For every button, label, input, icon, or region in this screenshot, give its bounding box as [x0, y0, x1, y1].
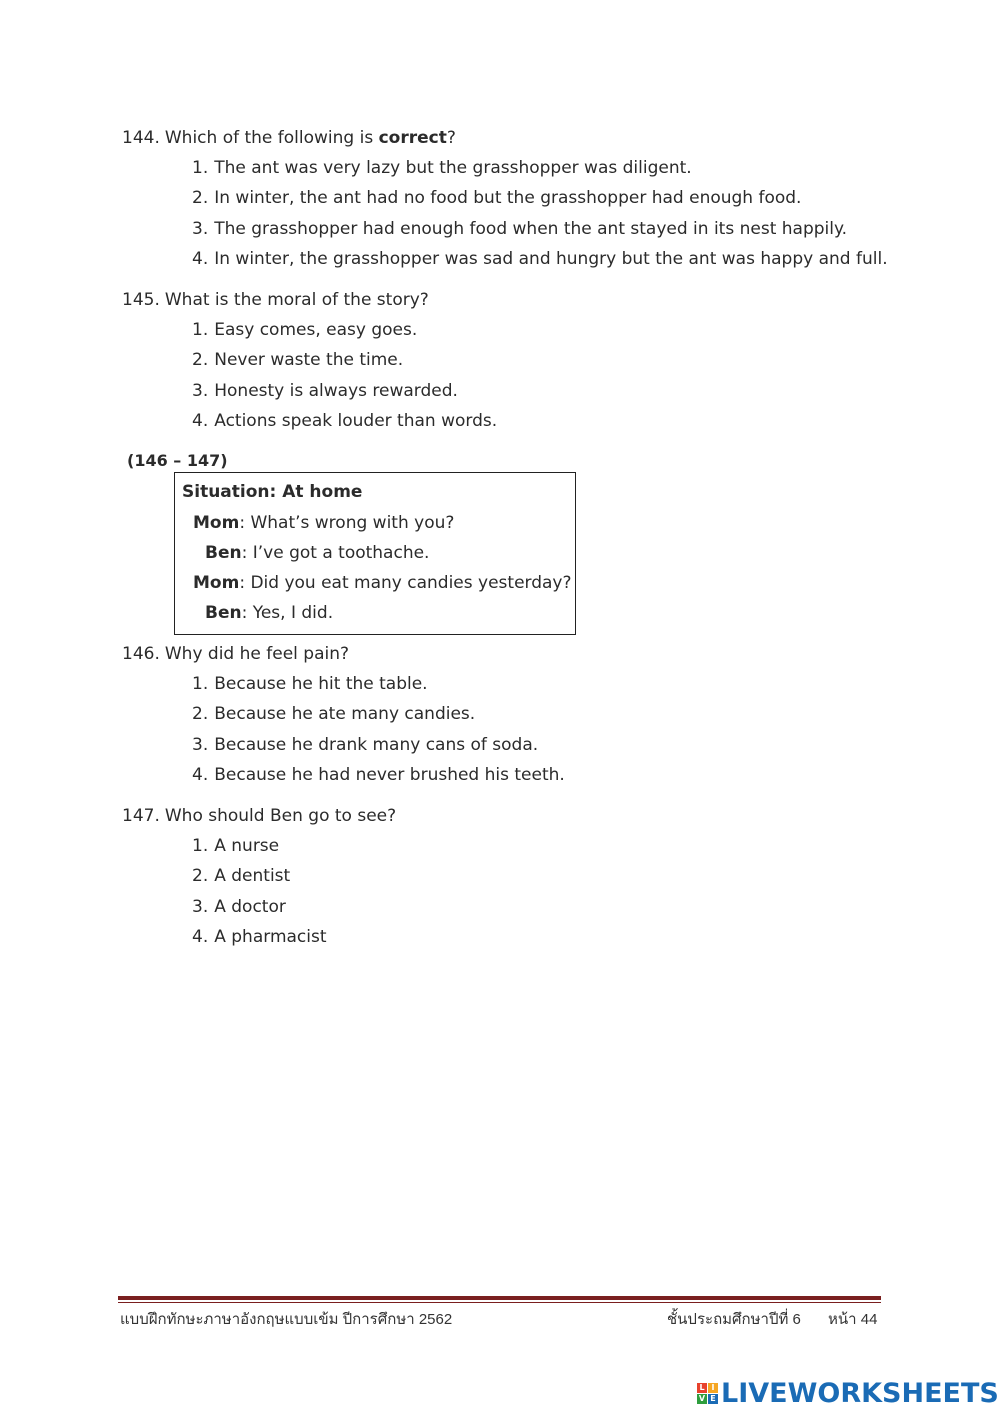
question-number: 147.: [122, 806, 160, 826]
option[interactable]: [192, 896, 327, 926]
option-text: Because he had never brushed his teeth.: [214, 764, 565, 785]
option[interactable]: [192, 349, 497, 379]
option[interactable]: [192, 380, 497, 410]
option-text: Because he ate many candies.: [214, 704, 476, 725]
option-number: 3.: [192, 380, 209, 401]
speech: : What’s wrong with you?: [239, 513, 455, 533]
dialogue-line: [205, 542, 429, 564]
speech: : Did you eat many candies yesterday?: [239, 573, 572, 593]
question-145: [122, 289, 429, 311]
options-145: [192, 319, 497, 440]
dialogue-line: [205, 602, 333, 624]
logo-letter: E: [708, 1394, 718, 1404]
option-number: 4.: [192, 926, 209, 947]
option-number: 2.: [192, 866, 209, 887]
option[interactable]: [192, 703, 565, 733]
question-emphasis: correct: [378, 128, 447, 148]
option-text: The ant was very lazy but the grasshopper was diligent.: [214, 158, 692, 178]
footer-grade-text: ชั้นประถมศึกษาปีที่ 6: [667, 1311, 801, 1328]
option[interactable]: [192, 835, 327, 865]
option-text: A pharmacist: [214, 926, 327, 947]
dialogue-title: Situation: At home: [182, 482, 363, 502]
speech: : Yes, I did.: [241, 603, 334, 623]
live-logo-icon: [697, 1383, 718, 1404]
options-146: [192, 673, 565, 794]
option-number: 1.: [192, 158, 209, 178]
dialogue-box: [174, 472, 576, 635]
option-text: Honesty is always rewarded.: [214, 380, 458, 401]
speaker: Ben: [205, 543, 242, 563]
option[interactable]: [192, 764, 565, 794]
option-number: 2.: [192, 350, 209, 371]
dialogue-line: [193, 572, 572, 594]
option-text: In winter, the ant had no food but the grasshopper had enough food.: [214, 188, 802, 209]
logo-letter: I: [708, 1383, 718, 1393]
option[interactable]: [192, 410, 497, 440]
option[interactable]: [192, 187, 888, 217]
speaker: Mom: [193, 513, 240, 533]
question-text: Which of the following is: [164, 128, 379, 148]
option-text: Never waste the time.: [214, 350, 404, 371]
option[interactable]: [192, 157, 888, 187]
footer-rule: [118, 1296, 881, 1300]
option-number: 3.: [192, 734, 209, 755]
option-number: 1.: [192, 836, 209, 856]
question-147: [122, 805, 396, 827]
option-number: 3.: [192, 218, 209, 239]
option-number: 1.: [192, 674, 209, 694]
logo-letter: V: [698, 1393, 706, 1403]
question-number: 145.: [122, 290, 160, 310]
option-number: 4.: [192, 410, 209, 431]
question-number: 144.: [122, 128, 160, 148]
dialogue-line: [193, 512, 454, 534]
speaker: Mom: [193, 573, 240, 593]
option[interactable]: [192, 926, 327, 956]
option[interactable]: [192, 248, 888, 278]
option-text: Because he drank many cans of soda.: [214, 734, 539, 755]
options-144: [192, 157, 888, 278]
option-number: 1.: [192, 320, 209, 340]
option-number: 2.: [192, 188, 209, 209]
speech: : I’ve got a toothache.: [241, 543, 430, 563]
option[interactable]: [192, 218, 888, 248]
logo-text: LIVEWORKSHEETS: [721, 1377, 999, 1409]
option[interactable]: [192, 865, 327, 895]
option-number: 4.: [192, 248, 209, 269]
option[interactable]: [192, 673, 565, 703]
option-text: A nurse: [214, 836, 280, 856]
logo-letter: L: [697, 1383, 707, 1393]
option-text: The grasshopper had enough food when the ant stayed in its nest happily.: [214, 218, 848, 239]
question-text: Who should Ben go to see?: [164, 806, 397, 826]
option-number: 2.: [192, 704, 209, 725]
question-text: What is the moral of the story?: [164, 290, 429, 310]
question-text-end: ?: [446, 128, 456, 148]
question-144: [122, 127, 456, 149]
options-147: [192, 835, 327, 956]
option-text: Actions speak louder than words.: [214, 410, 498, 431]
question-range-label: (146 – 147): [127, 451, 228, 470]
question-146: [122, 643, 349, 665]
option-text: A doctor: [214, 896, 286, 917]
option-number: 3.: [192, 896, 209, 917]
option-number: 4.: [192, 764, 209, 785]
liveworksheets-logo: [697, 1376, 999, 1410]
question-text: Why did he feel pain?: [164, 644, 350, 664]
question-number: 146.: [122, 644, 160, 664]
footer-rule-thin: [118, 1302, 881, 1303]
speaker: Ben: [205, 603, 242, 623]
option-text: In winter, the grasshopper was sad and hungry but the ant was happy and full.: [214, 248, 888, 269]
footer-left-text: แบบฝึกทักษะภาษาอังกฤษแบบเข้ม ปีการศึกษา 2562: [120, 1311, 453, 1328]
option-text: Easy comes, easy goes.: [214, 320, 418, 340]
option[interactable]: [192, 734, 565, 764]
footer-page-number: หน้า 44: [828, 1311, 878, 1328]
option-text: A dentist: [214, 866, 291, 887]
option-text: Because he hit the table.: [214, 674, 428, 694]
option[interactable]: [192, 319, 497, 349]
